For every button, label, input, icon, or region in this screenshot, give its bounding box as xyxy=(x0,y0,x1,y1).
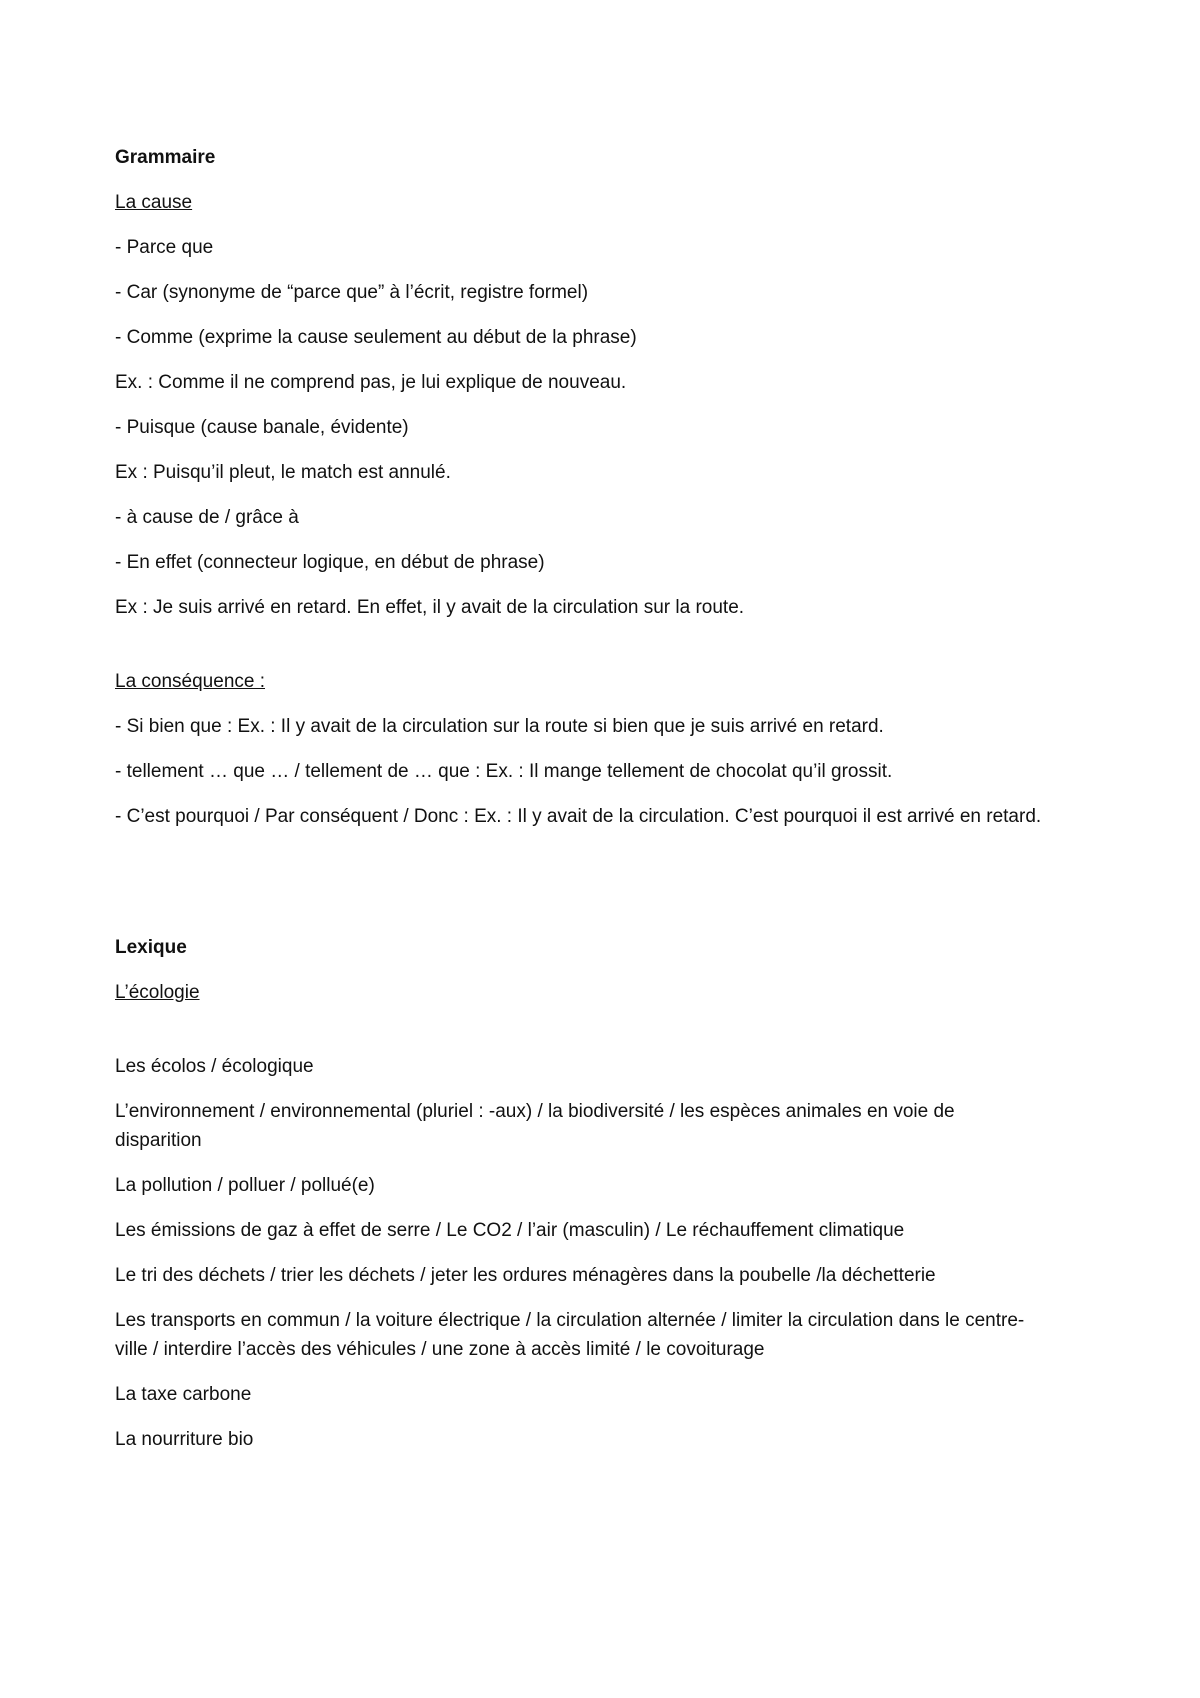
vocabulary-line: L’environnement / environnemental (pluriel : -aux) / la biodiversité / les espèces animales en voie de disparition xyxy=(115,1101,955,1151)
grammaire-title: Grammaire xyxy=(115,147,216,168)
consequence-line: - tellement … que … / tellement de … que : Ex. : Il mange tellement de chocolat qu’il grossit. xyxy=(115,761,893,782)
consequence-line: - C’est pourquoi / Par conséquent / Donc : Ex. : Il y avait de la circulation. C’est pourquoi il est arrivé en retard. xyxy=(115,806,1042,827)
vocabulary-line: La taxe carbone xyxy=(115,1384,252,1405)
document-body xyxy=(115,143,1045,1470)
cause-example: Ex. : Comme il ne comprend pas, je lui explique de nouveau. xyxy=(115,372,627,393)
cause-example: Ex : Je suis arrivé en retard. En effet, il y avait de la circulation sur la route. xyxy=(115,597,745,618)
cause-line: - Comme (exprime la cause seulement au début de la phrase) xyxy=(115,327,637,348)
cause-line: - Car (synonyme de “parce que” à l’écrit, registre formel) xyxy=(115,282,589,303)
vocabulary-line: La pollution / polluer / pollué(e) xyxy=(115,1175,375,1196)
ecologie-heading: L’écologie xyxy=(115,982,200,1003)
vocabulary-line: Le tri des déchets / trier les déchets / jeter les ordures ménagères dans la poubelle /la déchetterie xyxy=(115,1265,936,1286)
consequence-heading: La conséquence : xyxy=(115,671,266,692)
cause-line: - En effet (connecteur logique, en début de phrase) xyxy=(115,552,545,573)
vocabulary-line: Les écolos / écologique xyxy=(115,1056,314,1077)
cause-line: - Parce que xyxy=(115,237,214,258)
vocabulary-line: Les émissions de gaz à effet de serre / Le CO2 / l’air (masculin) / Le réchauffement climatique xyxy=(115,1220,905,1241)
vocabulary-line: La nourriture bio xyxy=(115,1429,254,1450)
cause-line: - Puisque (cause banale, évidente) xyxy=(115,417,409,438)
cause-example: Ex : Puisqu’il pleut, le match est annulé. xyxy=(115,462,451,483)
vocabulary-line: Les transports en commun / la voiture électrique / la circulation alternée / limiter la circulation dans le centre-ville / interdire l’accès des véhicules / une zone à accès limité / le covoiturage xyxy=(115,1310,1025,1360)
cause-line: - à cause de / grâce à xyxy=(115,507,299,528)
consequence-line: - Si bien que : Ex. : Il y avait de la circulation sur la route si bien que je suis arrivé en retard. xyxy=(115,716,884,737)
cause-heading: La cause xyxy=(115,192,193,213)
lexique-title: Lexique xyxy=(115,937,187,958)
